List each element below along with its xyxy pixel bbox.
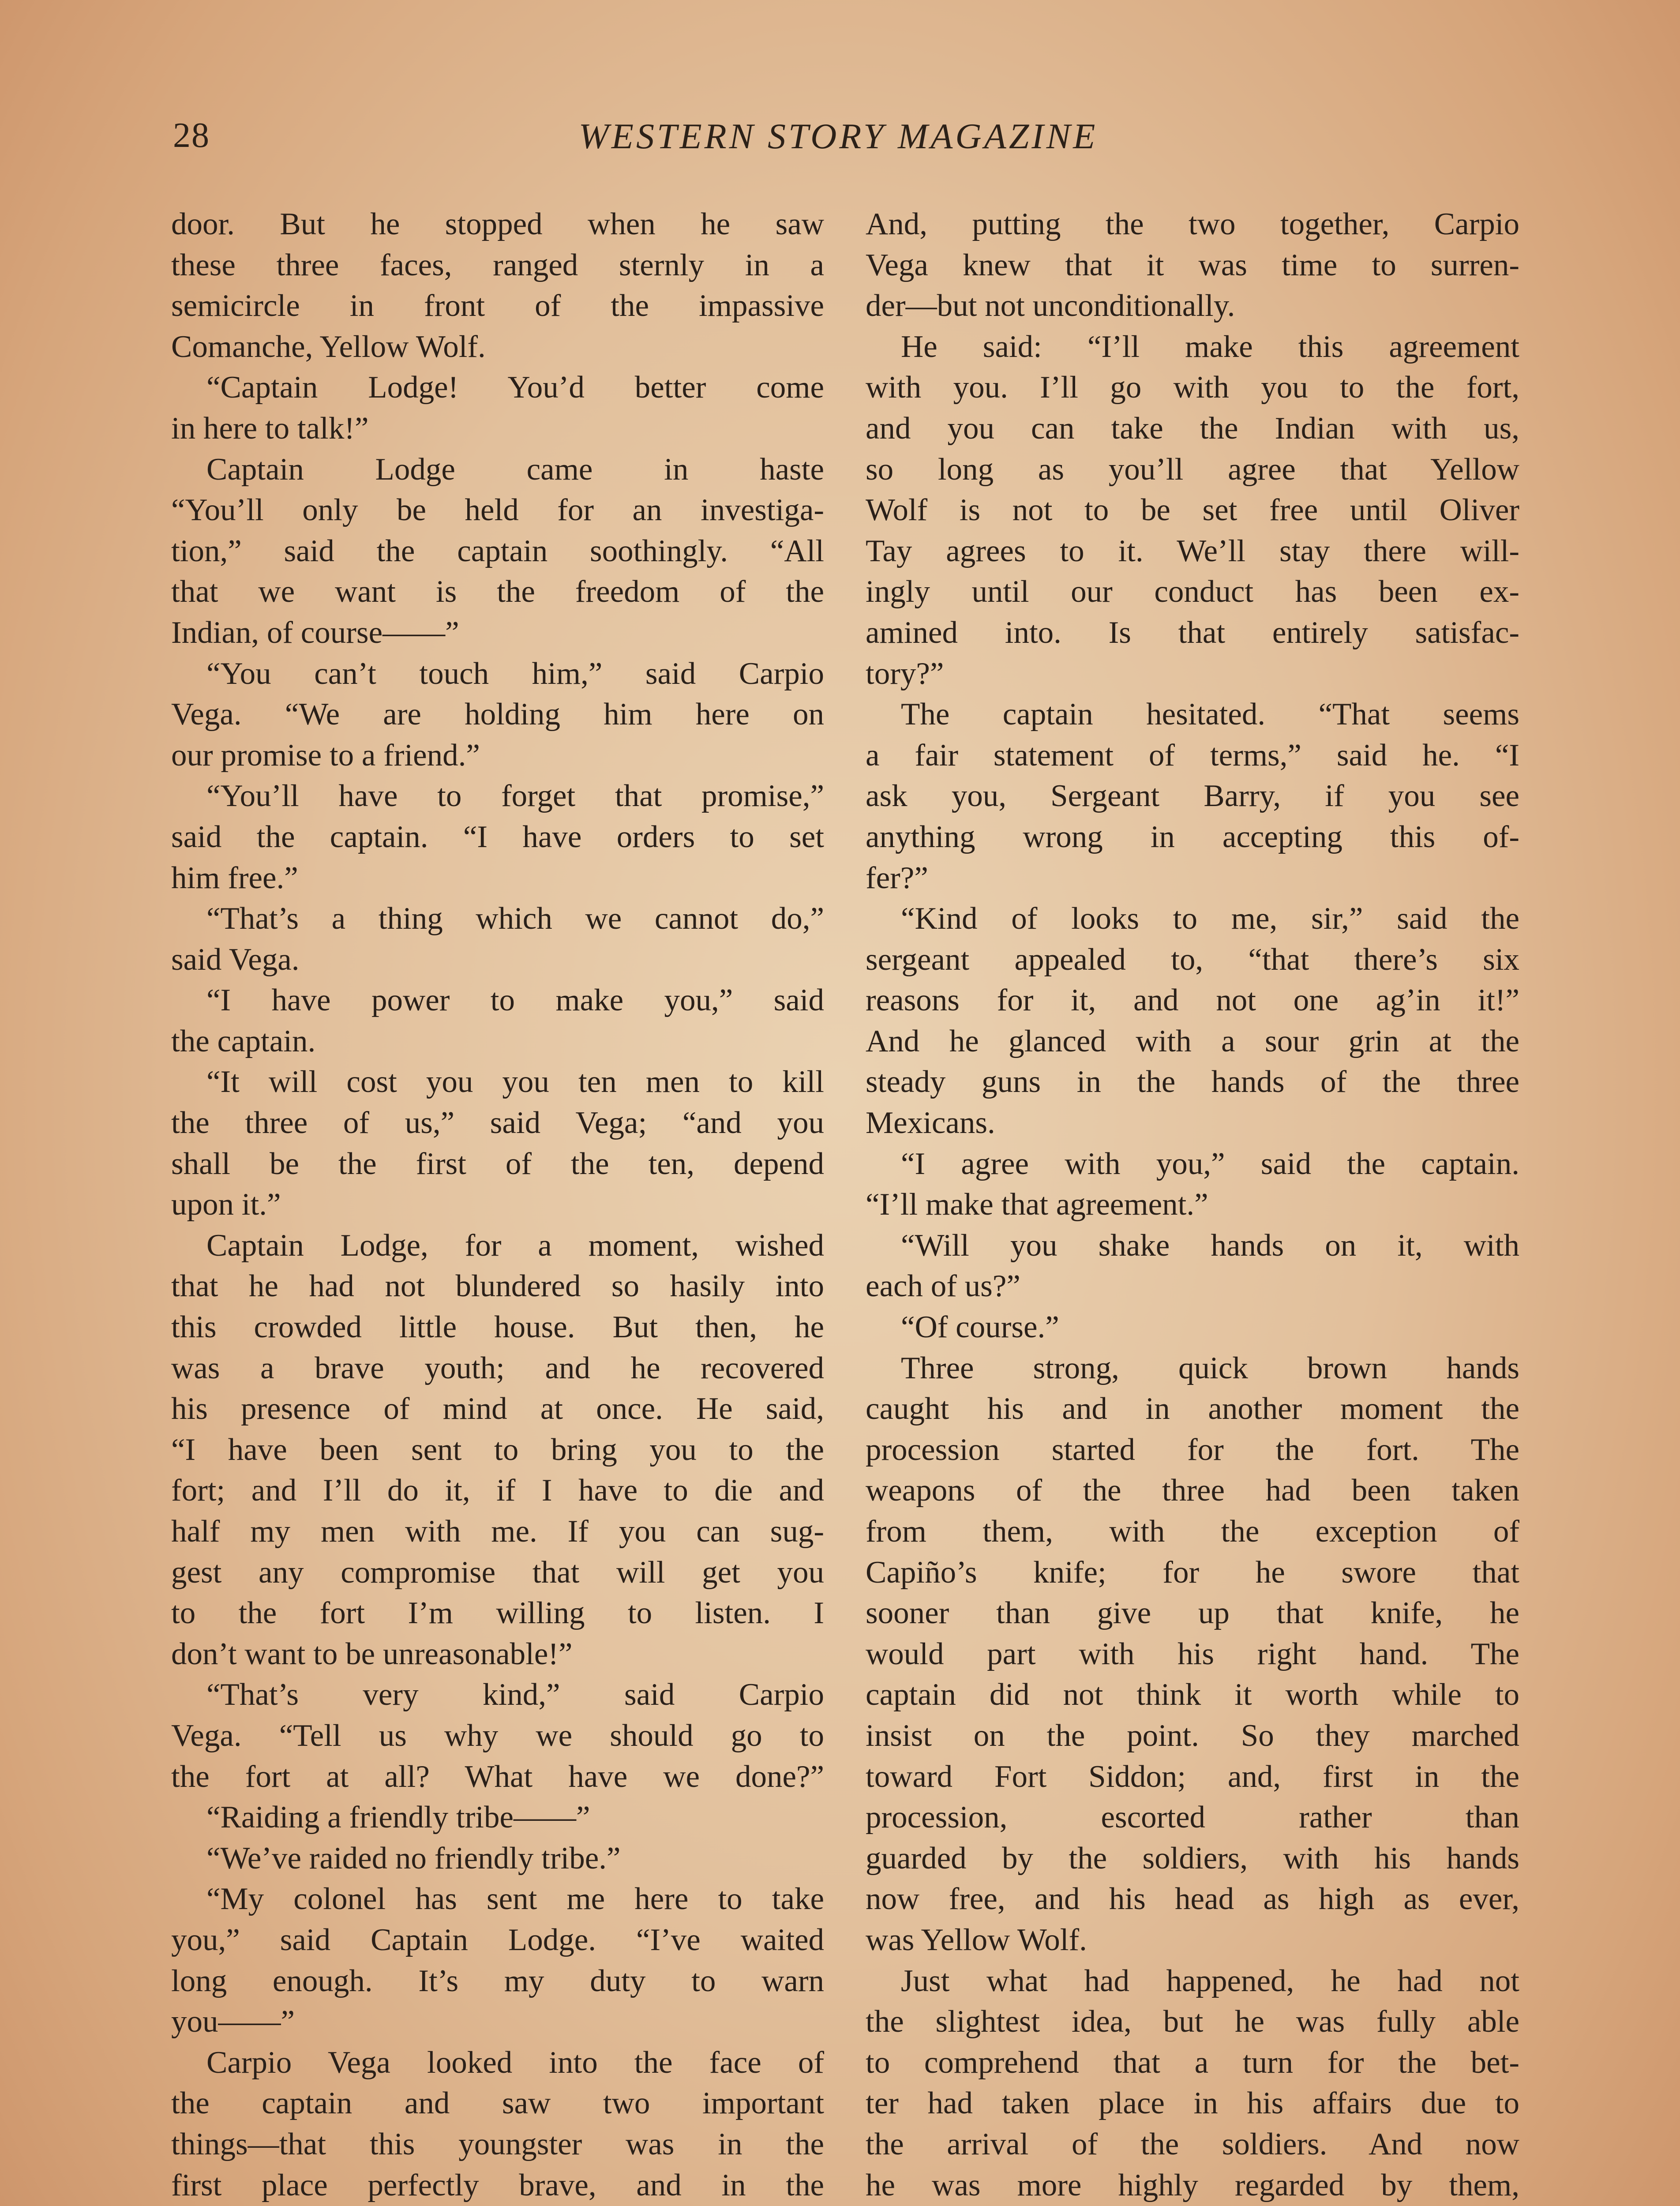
text-line: Tay agrees to it. We’ll stay there will-	[866, 533, 1519, 568]
text-line: “You’ll have to forget that promise,”	[206, 779, 824, 814]
text-line: the slightest idea, but he was fully able	[866, 2004, 1519, 2039]
text-line: sergeant appealed to, “that there’s six	[866, 942, 1519, 977]
text-line: “We’ve raided no friendly tribe.”	[206, 1841, 621, 1876]
text-line: Capiño’s knife; for he swore that	[866, 1555, 1519, 1590]
text-line: this crowded little house. But then, he	[171, 1310, 824, 1345]
text-line: was Yellow Wolf.	[866, 1922, 1087, 1957]
left-column	[171, 204, 824, 2206]
text-line: tion,” said the captain soothingly. “All	[171, 533, 824, 568]
text-line: his presence of mind at once. He said,	[171, 1392, 824, 1426]
text-line: Three strong, quick brown hands	[901, 1351, 1519, 1385]
text-line: don’t want to be unreasonable!”	[171, 1636, 573, 1671]
text-line: weapons of the three had been taken	[866, 1473, 1519, 1508]
text-line: “That’s very kind,” said Carpio	[206, 1677, 824, 1712]
text-line: now free, and his head as high as ever,	[866, 1882, 1519, 1917]
text-line: half my men with me. If you can sug-	[171, 1514, 824, 1549]
text-line: ter had taken place in his affairs due to	[866, 2086, 1519, 2121]
text-line: was a brave youth; and he recovered	[171, 1351, 824, 1385]
text-line: from them, with the exception of	[866, 1514, 1519, 1549]
text-line: anything wrong in accepting this of-	[866, 819, 1519, 854]
text-line: door. But he stopped when he saw	[171, 207, 824, 241]
text-line: that we want is the freedom of the	[171, 574, 824, 609]
text-line: Vega. “We are holding him here on	[171, 697, 824, 732]
text-line: Just what had happened, he had not	[901, 1963, 1519, 1998]
text-line: der—but not unconditionally.	[866, 289, 1235, 323]
text-line: him free.”	[171, 860, 298, 895]
text-line: that he had not blundered so hasily into	[171, 1269, 824, 1304]
text-line: procession started for the fort. The	[866, 1432, 1519, 1467]
text-line: he was more highly regarded by them,	[866, 2168, 1519, 2202]
text-line: to the fort I’m willing to listen. I	[171, 1596, 824, 1631]
text-line: the arrival of the soldiers. And now	[866, 2127, 1519, 2161]
page-number: 28	[173, 116, 210, 155]
text-line: Wolf is not to be set free until Oliver	[866, 493, 1519, 528]
text-line: Carpio Vega looked into the face of	[206, 2045, 824, 2080]
text-line: “My colonel has sent me here to take	[206, 1882, 824, 1917]
text-line: our promise to a friend.”	[171, 738, 480, 773]
text-line: insist on the point. So they marched	[866, 1718, 1519, 1753]
text-line: And he glanced with a sour grin at the	[866, 1024, 1519, 1058]
text-line: a fair statement of terms,” said he. “I	[866, 738, 1519, 773]
text-line: “I have been sent to bring you to the	[171, 1432, 824, 1467]
text-line: “Kind of looks to me, sir,” said the	[901, 901, 1519, 936]
text-line: Captain Lodge came in haste	[206, 452, 824, 487]
text-line: Vega knew that it was time to surren-	[866, 248, 1519, 282]
text-line: said Vega.	[171, 942, 300, 977]
text-line: “Raiding a friendly tribe——”	[206, 1800, 590, 1835]
text-line: steady guns in the hands of the three	[866, 1065, 1519, 1099]
text-line: and you can take the Indian with us,	[866, 411, 1519, 446]
text-line: you——”	[171, 2004, 295, 2039]
text-line: in here to talk!”	[171, 411, 369, 446]
text-line: amined into. Is that entirely satisfac-	[866, 615, 1519, 650]
text-line: “I have power to make you,” said	[206, 983, 824, 1018]
text-line: the three of us,” said Vega; “and you	[171, 1106, 824, 1141]
text-line: “I agree with you,” said the captain.	[901, 1146, 1519, 1181]
text-line: Indian, of course——”	[171, 615, 459, 650]
text-line: you,” said Captain Lodge. “I’ve waited	[171, 1922, 824, 1957]
text-line: gest any compromise that will get you	[171, 1555, 824, 1590]
text-line: ingly until our conduct has been ex-	[866, 574, 1519, 609]
text-line: “Will you shake hands on it, with	[901, 1228, 1519, 1263]
text-line: “Of course.”	[901, 1310, 1059, 1345]
text-line: semicircle in front of the impassive	[171, 289, 824, 323]
text-line: Comanche, Yellow Wolf.	[171, 329, 486, 364]
text-line: the captain.	[171, 1024, 316, 1058]
text-line: And, putting the two together, Carpio	[866, 207, 1519, 241]
text-line: shall be the first of the ten, depend	[171, 1146, 824, 1181]
text-line: fort; and I’ll do it, if I have to die and	[171, 1473, 824, 1508]
text-line: Captain Lodge, for a moment, wished	[206, 1228, 824, 1263]
text-line: ask you, Sergeant Barry, if you see	[866, 779, 1519, 814]
text-line: toward Fort Siddon; and, first in the	[866, 1759, 1519, 1794]
text-line: Mexicans.	[866, 1106, 995, 1141]
text-line: “I’ll make that agreement.”	[866, 1187, 1208, 1222]
text-line: “It will cost you you ten men to kill	[206, 1065, 824, 1099]
text-line: things—that this youngster was in the	[171, 2127, 824, 2161]
running-head: WESTERN STORY MAGAZINE	[578, 116, 1098, 156]
text-line: guarded by the soldiers, with his hands	[866, 1841, 1519, 1876]
text-line: caught his and in another moment the	[866, 1392, 1519, 1426]
text-line: Vega. “Tell us why we should go to	[171, 1718, 824, 1753]
text-line: would part with his right hand. The	[866, 1636, 1519, 1671]
text-line: fer?”	[866, 860, 928, 895]
text-line: said the captain. “I have orders to set	[171, 819, 824, 854]
text-line: so long as you’ll agree that Yellow	[866, 452, 1519, 487]
text-line: procession, escorted rather than	[866, 1800, 1519, 1835]
text-line: captain did not think it worth while to	[866, 1677, 1519, 1712]
text-line: reasons for it, and not one ag’in it!”	[866, 983, 1519, 1018]
text-line: the fort at all? What have we done?”	[171, 1759, 824, 1794]
text-line: with you. I’ll go with you to the fort,	[866, 370, 1519, 405]
text-line: “That’s a thing which we cannot do,”	[206, 901, 824, 936]
text-line: upon it.”	[171, 1187, 281, 1222]
text-line: He said: “I’ll make this agreement	[901, 329, 1519, 364]
text-line: sooner than give up that knife, he	[866, 1596, 1519, 1631]
text-line: long enough. It’s my duty to warn	[171, 1963, 824, 1998]
text-line: tory?”	[866, 656, 944, 691]
text-line: first place perfectly brave, and in the	[171, 2168, 824, 2202]
text-line: The captain hesitated. “That seems	[901, 697, 1519, 732]
text-line: “You can’t touch him,” said Carpio	[206, 656, 824, 691]
text-line: to comprehend that a turn for the bet-	[866, 2045, 1519, 2080]
right-column	[866, 204, 1519, 2206]
text-line: “You’ll only be held for an investiga-	[171, 493, 824, 528]
text-line: “Captain Lodge! You’d better come	[206, 370, 824, 405]
text-line: each of us?”	[866, 1269, 1020, 1304]
text-line: the captain and saw two important	[171, 2086, 824, 2121]
text-line: these three faces, ranged sternly in a	[171, 248, 824, 282]
